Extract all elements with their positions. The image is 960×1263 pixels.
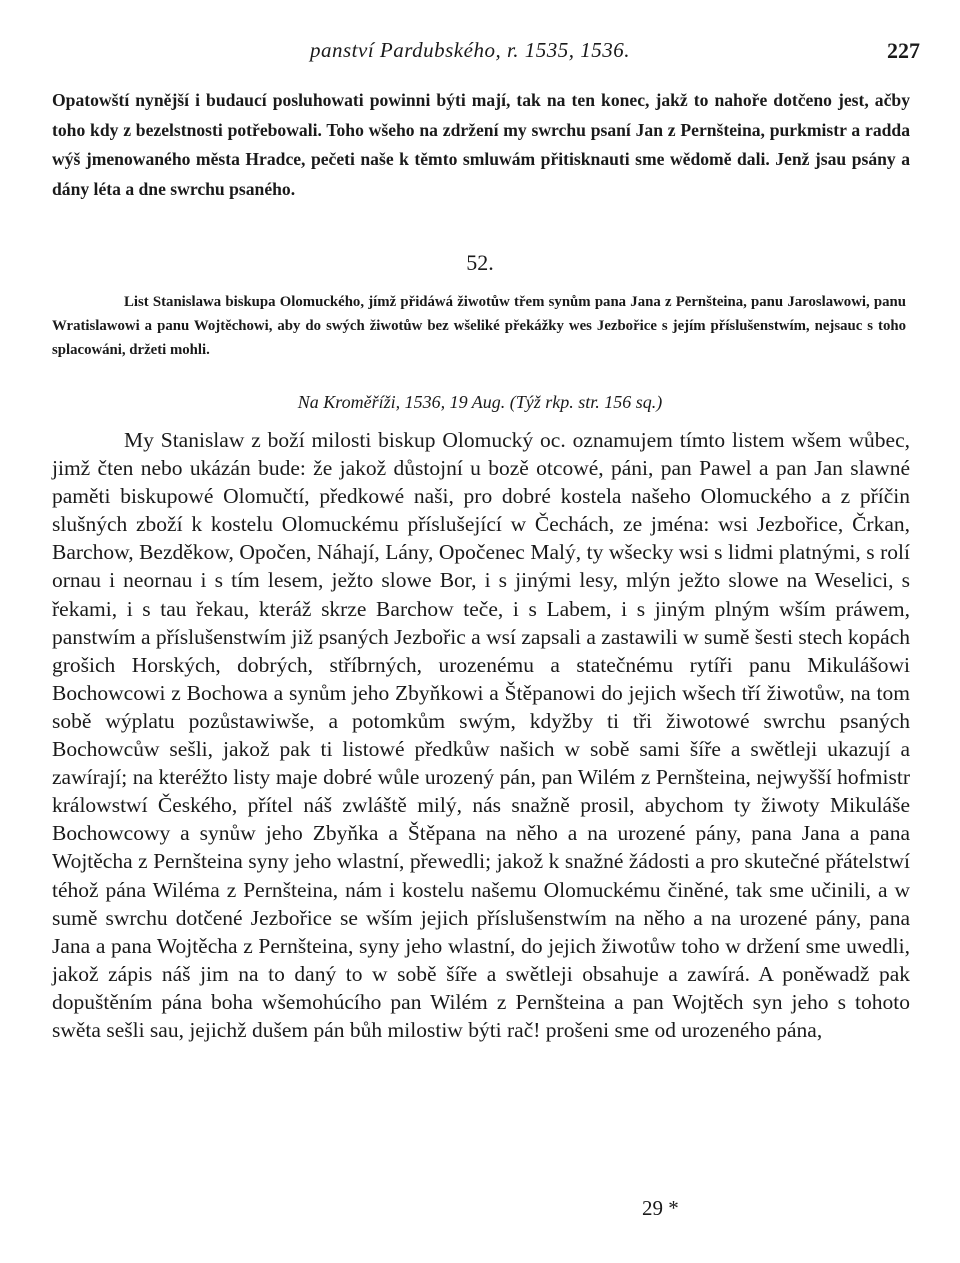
section-number: 52.	[466, 250, 494, 275]
running-header	[0, 38, 960, 68]
main-paragraph: My Stanislaw z boží milosti biskup Olomucký oc. oznamujem tímto listem wšem wůbec, jimž čten nebo ukázán bude: že jakož důstojní u bozě otcowé, páni, pan Pawel a pan Jan slawné paměti biskupowé Olomučtí, předkowé naši, pro dobré kostela našeho Olomuckého a z příčin slušných zboží k kostelu Olomuckému příslušející w Čechách, ze jména: wsi Jezbořice, Črkan, Barchow, Bezděkow, Opočen, Náhají, Lány, Opočenec Malý, ty wšecky wsi s lidmi platnými, s rolí ornau i neornau i s tím lesem, ježto slowe Bor, i s jinými lesy, mlýn ježto slowe na Weselici, s řekami, i s tau řekau, kteráž skrze Barchow teče, i s Labem, i s jiným plným wším práwem, panstwím a příslušenstwím již psaných Jezbořic a wsí zapsali a zastawili w sumě šesti stech kopách grošich Horských, dobrých, stříbrných, urozenému a statečnému rytíři panu Mikulášowi Bochowcowi z Bochowa a synům jeho Zbyňkowi a Štěpanowi do jejich wšech tří žiwotůw, na tom sobě wýplatu pozůstawiwše, a potomkům swým, kdyžby ti tři žiwotowé swrchu psaných Bochowcůw sešli, jakož pak ti listowé předkůw našich w sobě sami šíře a swětleji ukazují a zawírají; na kteréžto listy maje dobré wůle urozený pán, pan Wilém z Pernšteina, nejwyšší hofmistr králowstwí Českého, přítel náš zwláště milý, nás snažně prosil, abychom ty žiwoty Mikuláše Bochowcowy a synůw jeho Zbyňka a Štěpana na něho a na urozené pány, pana Jana a pana Wojtěcha z Pernšteina syny jeho wlastní, přewedli; jakož k snažné žádosti a pro skutečné přátelstwí téhož pána Wiléma z Pernšteina, nám i kostelu našemu Olomuckému činěné, tak sme učinili, a w sumě swrchu dotčené Jezbořice se wším jejich příslušenstwím na něho a na urozené pány, pana Jana a pana Wojtěcha z Pernšteina, syny jeho wlastní, do jejich žiwotůw toho w držení sme uwedli, jakož zápis náš jim na to daný to w sobě šíře a swětleji obsahuje a zawírá. A poněwadž pak dopuštěním pána boha wšemohúcího pan Wilém z Pernšteina a pan Wojtěch syn jeho s tohoto swěta sešli sau, jejichž dušem pán bůh milostiw býti rač! prošeni sme od urozeného pána,	[52, 428, 910, 1042]
signature-mark: 29 *	[642, 1196, 679, 1220]
running-title: panství Pardubského, r. 1535, 1536.	[310, 38, 631, 62]
document-summary: List Stanislawa biskupa Olomuckého, jímž přidáwá žiwotůw třem synům pana Jana z Pernšteina, panu Jaroslawowi, panu Wratislawowi a panu Wojtěchowi, aby do swých žiwotůw bez wšeliké překážky wes Jezbořice s jejím příslušenstwím, nejsauc s toho splacowáni, držeti mohli.	[52, 294, 906, 359]
source-citation: Na Kroměříži, 1536, 19 Aug. (Týž rkp. str. 156 sq.)	[297, 392, 663, 412]
intro-paragraph: Opatowští nynější i budaucí posluhowati powinni býti mají, tak na ten konec, jakž to nahoře dotčeno jest, ačby toho kdy z bezelstnosti potřebowali. Toho wšeho na zdržení my swrchu psaní Jan z Pernšteina, purkmistr a radda wýš jmenowaného města Hradce, pečeti naše k těmto smluwám přitisknauti sme wědomě dali. Jenž jsau psány a dány léta a dne swrchu psaného.	[52, 90, 910, 199]
page-number: 227	[887, 38, 920, 63]
